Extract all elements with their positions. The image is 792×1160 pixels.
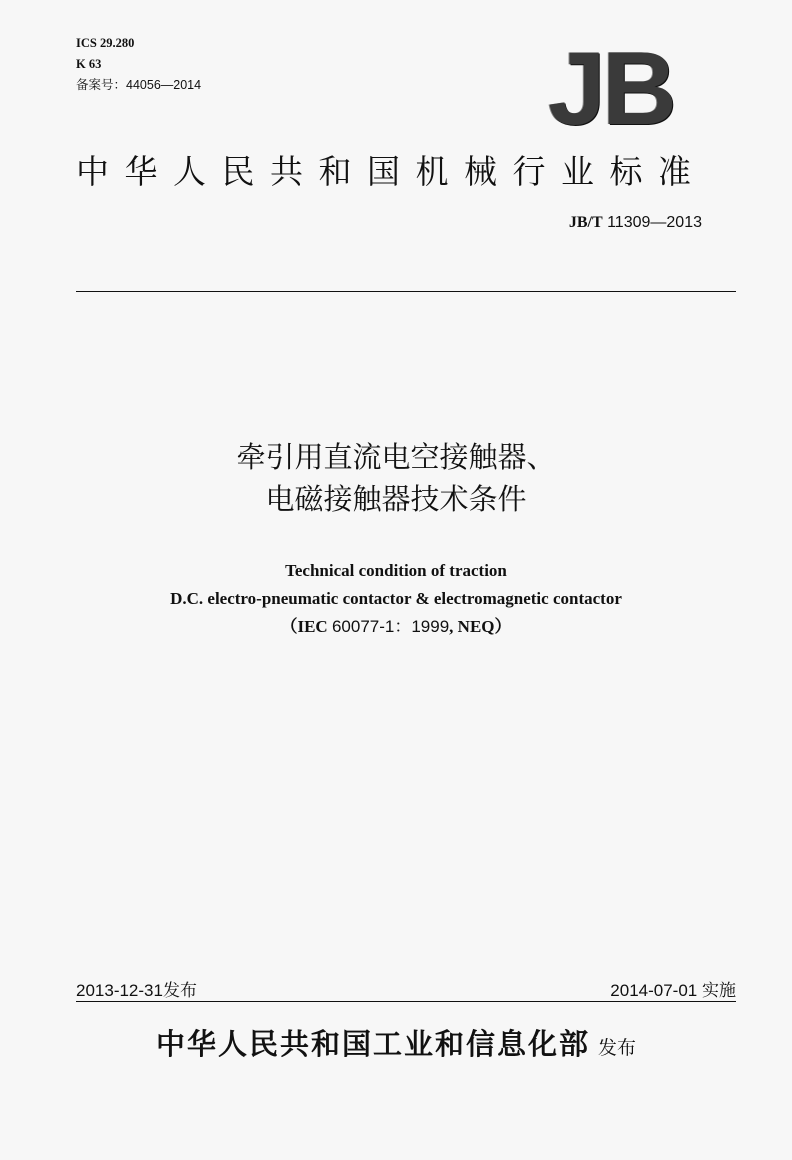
bottom-divider xyxy=(76,1001,736,1002)
english-title-line-3 xyxy=(0,613,792,641)
ics-code: ICS 29.280 xyxy=(76,36,135,50)
record-label: 备案号： xyxy=(76,78,127,92)
standard-code xyxy=(569,214,702,232)
english-title xyxy=(0,557,792,641)
implementation-date-label: 实施 xyxy=(702,981,736,1001)
issue-date-value: 2013-12-31 xyxy=(76,981,163,1000)
chinese-title xyxy=(0,436,792,520)
iec-reference-close: , NEQ） xyxy=(449,617,512,636)
record-number xyxy=(76,78,201,93)
top-divider xyxy=(76,291,736,292)
publisher-label: 发布 xyxy=(598,1037,637,1059)
classification-code: K 63 xyxy=(76,57,102,71)
standard-category-title: 中华人民共和国机械行业标准 xyxy=(76,152,707,191)
issue-date xyxy=(76,976,197,1001)
standard-code-prefix: JB/T xyxy=(568,214,603,231)
publisher xyxy=(0,1022,792,1063)
implementation-date-value: 2014-07-01 xyxy=(610,981,698,1000)
record-value: 44056—2014 xyxy=(126,78,202,92)
publisher-name: 中华人民共和国工业和信息化部 xyxy=(155,1027,590,1061)
chinese-title-line-1: 牵引用直流电空接触器、 xyxy=(236,440,556,474)
english-title-line-1: Technical condition of traction xyxy=(285,561,507,580)
implementation-date xyxy=(610,976,736,1001)
chinese-title-line-2: 电磁接触器技术条件 xyxy=(265,482,527,516)
iec-reference-open: （IEC xyxy=(280,617,332,636)
issue-date-label: 发布 xyxy=(162,981,197,1001)
english-title-line-2: D.C. electro-pneumatic contactor & electromagnetic contactor xyxy=(170,589,622,608)
standard-code-number: 11309—2013 xyxy=(607,214,702,231)
jb-logo: JB xyxy=(548,31,673,147)
iec-reference: 60077-1：1999 xyxy=(331,617,450,636)
